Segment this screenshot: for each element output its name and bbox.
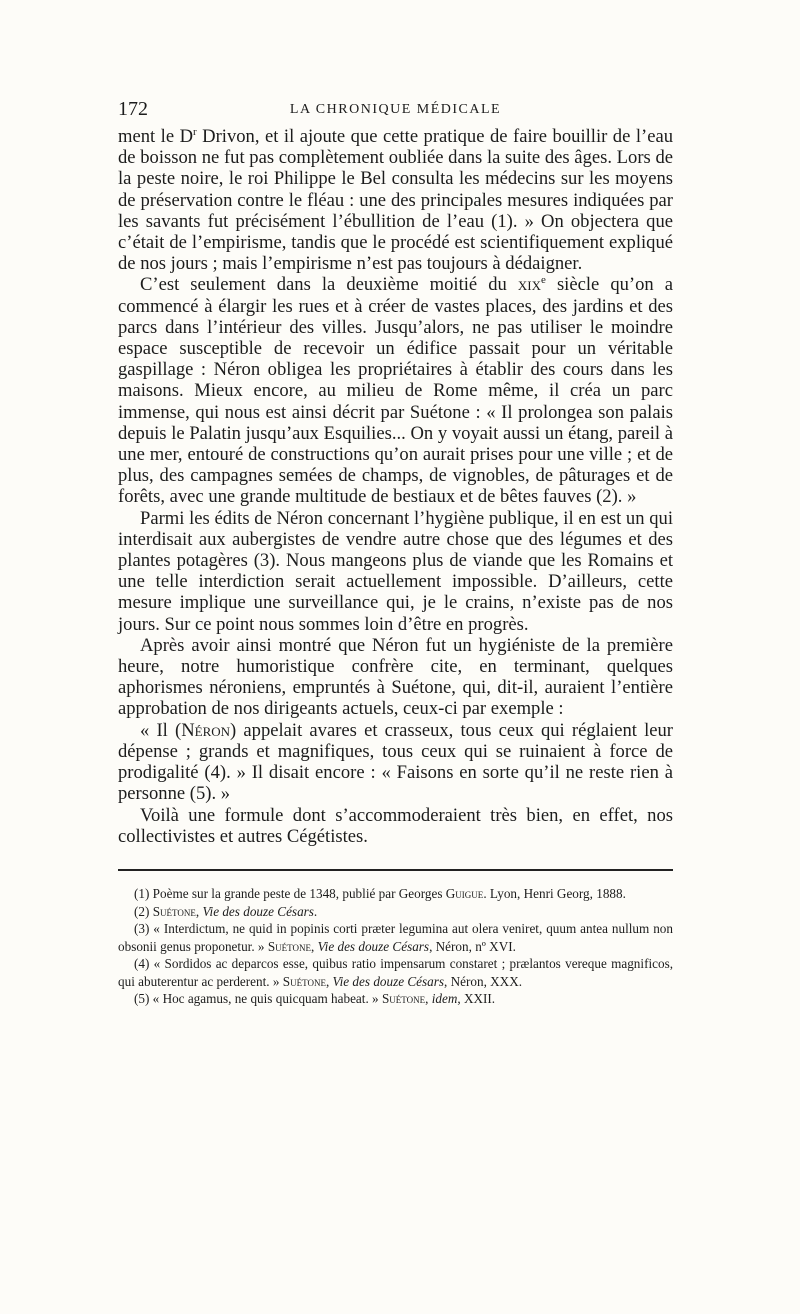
name-smallcaps: Néron [181, 719, 231, 741]
book-page [118, 98, 673, 1008]
text-run: (5) « Hoc agamus, ne quis quicquam habeat. » [134, 991, 382, 1007]
text-run: , [311, 938, 318, 954]
paragraph [118, 126, 673, 274]
text-run: . Lyon, Henri Georg, 1888. [483, 885, 626, 901]
running-title: LA CHRONIQUE MÉDICALE [289, 102, 502, 117]
text-run: ment le D [118, 126, 194, 147]
text-run: C’est seulement dans la deuxième moitié du [140, 274, 518, 296]
paragraph: Voilà une formule dont s’accommoderaient très bien, en effet, nos collectivistes et autres Cégétistes. [118, 804, 673, 847]
quotation-paragraph [118, 720, 673, 805]
century-numeral: xix [517, 274, 541, 296]
author-name: Suétone [282, 973, 326, 989]
footnote-5 [118, 990, 673, 1008]
text-run: siècle qu’on a commencé à élargir les rues et à créer de vastes places, des jardins et des parcs dans l’intérieur des villes. Jusqu’alors, ne pas utiliser le moindre espace susceptible de recevoir un édifice passait pour un véritable gaspillage : Néron obligea les propriétaires à établir des cours dans les maisons. Mieux encore, au milieu de Rome même, il créa un parc immense, qui nous est ainsi décrit par Suétone : « Il prolongea son palais depuis le Palatin jusqu’aux Esquilies... On y voyait aussi un étang, pareil à une mer, entouré de constructions qu’on aurait prises pour une ville ; et de plus, des campagnes semées de champs, de vignobles, de pâturages et de forêts, avec une grande multitude de bestiaux et de bêtes fauves (2). » [118, 274, 674, 508]
text-run: ) appelait avares et crasseux, tous ceux qui réglaient leur dépense ; grands et magnifiques, tous ceux qui se ruinaient à force de prodigalité (4). » Il disait encore : « Faisons en sorte qu’il ne reste rien à personne (5). » [118, 719, 673, 805]
text-run: (2) [134, 903, 153, 919]
superscript: r [193, 125, 197, 138]
author-name: Guigue [445, 885, 484, 901]
work-title: Vie des douze Césars [202, 903, 314, 919]
author-name: Suétone [152, 903, 196, 919]
footnotes [118, 885, 673, 1008]
work-title: Vie des douze Césars [317, 938, 430, 954]
paragraph [118, 274, 673, 507]
footnote-2 [118, 903, 673, 921]
footnote-3 [118, 920, 673, 955]
author-name: Suétone [381, 991, 426, 1007]
text-run: (1) Poème sur la grande peste de 1348, publié par Georges [134, 885, 446, 901]
text-run: , XXII. [457, 991, 496, 1007]
text-run: , [425, 991, 432, 1007]
work-title: idem [431, 991, 458, 1007]
footnote-4 [118, 955, 673, 990]
paragraph: Parmi les édits de Néron concernant l’hygiène publique, il en est un qui interdisait aux aubergistes de vendre autre chose que des légumes et des plantes potagères (3). Nous mangeons plus de viande que les Romains et une telle interdiction serait actuellement impossible. D’ailleurs, cette mesure implique une surveillance qui, je le crains, n’existe pas de nos jours. Sur ce point nous sommes loin d’être en progrès. [118, 507, 673, 635]
text-run: (3) « Interdictum, ne quid in popinis corti præter legumina aut olera veniret, quum antea nullum non obsonii genus proponetur. » [118, 921, 673, 954]
text-run: . [313, 903, 318, 919]
text-run: Drivon, et il ajoute que cette pratique de faire bouillir de l’eau de boisson ne fut pas complètement oubliée dans la suite des âges. Lors de la peste noire, le roi Philippe le Bel consulta les médecins sur les moyens de préservation contre le fléau : une des principales mesures indiquées par les savants fut précisément l’ébullition de l’eau (1). » On objectera que c’était de l’empirisme, tandis que le procédé est scientifiquement expliqué de nos jours ; mais l’empirisme n’est pas toujours à dédaigner. [118, 126, 673, 275]
text-run: (4) « Sordidos ac deparcos esse, quibus ratio impensarum constaret ; prælantos vereque magnificos, qui abuterentur ac perderent. » [118, 956, 673, 989]
paragraph: Après avoir ainsi montré que Néron fut un hygiéniste de la première heure, notre humoristique confrère cite, en terminant, quelques aphorismes néroniens, empruntés à Suétone, qui, dit-il, auraient l’entière approbation de nos dirigeants actuels, ceux-ci par exemple : [118, 634, 673, 720]
text-run: , Néron, XXX. [444, 973, 523, 989]
footnote-1 [118, 885, 673, 903]
text-run: , Néron, nº XVI. [429, 938, 516, 954]
page-number: 172 [118, 98, 148, 120]
author-name: Suétone [267, 938, 311, 954]
main-text [118, 126, 673, 847]
text-run: , [195, 903, 203, 919]
work-title: Vie des douze Césars [332, 973, 445, 989]
footnote-divider [118, 869, 673, 871]
page-header [118, 98, 673, 126]
text-run: , [325, 973, 333, 989]
superscript: e [541, 274, 546, 287]
text-run: « Il ( [140, 719, 182, 741]
